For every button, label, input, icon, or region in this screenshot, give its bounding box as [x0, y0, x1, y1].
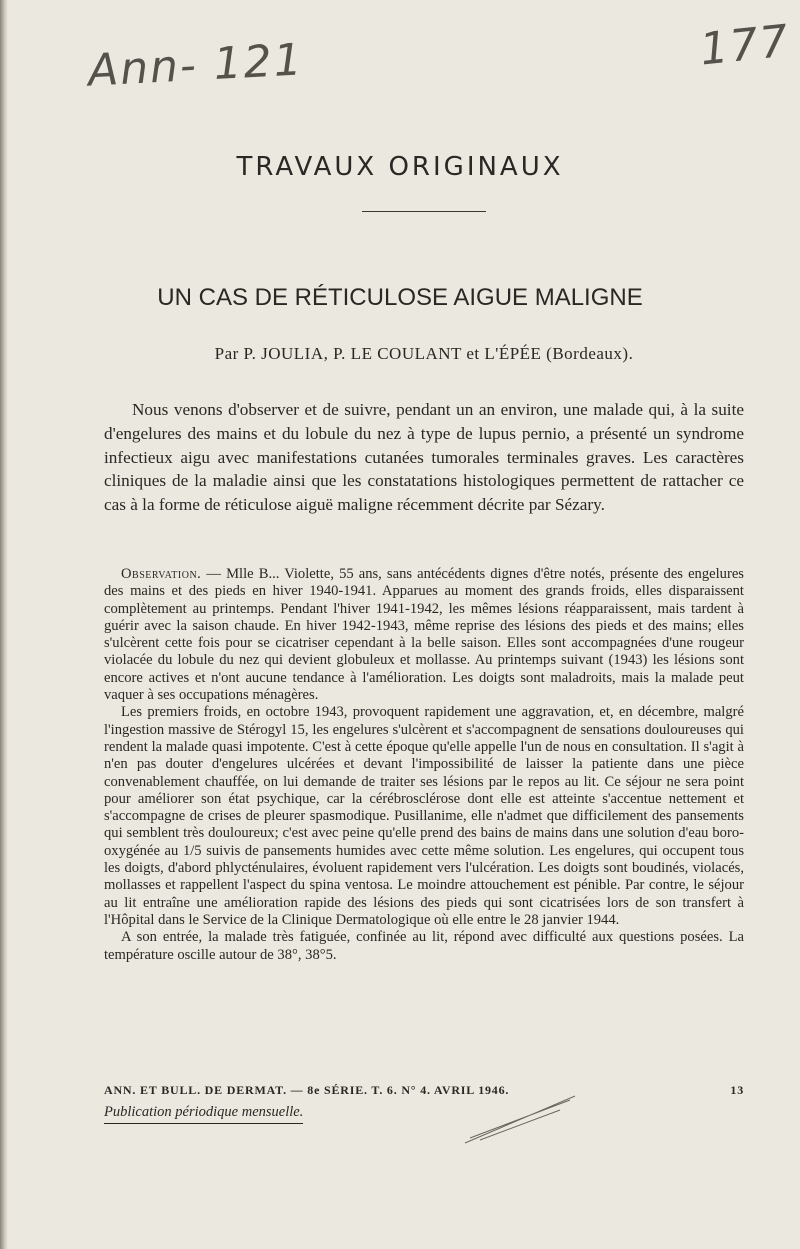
page-number: 13	[730, 1083, 744, 1097]
observation-text-1: — Mlle B... Violette, 55 ans, sans antécédents dignes d'être notés, présente des engelures des mains et des pieds en hiver 1940-1941. Apparues au moment des grands froids, elles disparaissent complètement au printemps. Pendant l'hiver 1941-1942, les mêmes lésions réapparaissent, mais tardent à guérir avec la saison chaude. En hiver 1942-1943, même reprise des lésions des pieds et des mains; elles s'ulcèrent cette fois pour se cicatriser cependant à la belle saison. Elles sont accompagnées d'une rougeur violacée du lobule du nez qui devient globuleux et mollasse. Au printemps suivant (1943) les lésions sont encore actives et n'ont aucune tendance à l'amélioration. Les doigts sont maladroits, mais la malade peut vaquer à ses occupations ménagères.	[104, 566, 744, 704]
journal-reference: ANN. ET BULL. DE DERMAT. — 8e SÉRIE. T. 6. N° 4. AVRIL 1946.	[104, 1083, 510, 1097]
journal-citation	[104, 1083, 744, 1098]
article-abstract: Nous venons d'observer et de suivre, pendant un an environ, une malade qui, à la suite d'engelures des mains et du lobule du nez à type de lupus pernio, a présenté un syndrome infectieux aigu avec manifestations cutanées tumorales terminales graves. Les caractères cliniques de la maladie ainsi que les constatations histologiques permettent de rattacher ce cas à la forme de réticulose aiguë maligne récemment décrite par Sézary.	[104, 400, 744, 515]
handwritten-note-left: Ann- 121	[86, 34, 305, 97]
section-title: TRAVAUX ORIGINAUX	[236, 152, 564, 182]
observation-paragraph-2: Les premiers froids, en octobre 1943, provoquent rapidement une aggravation, et, en décembre, malgré l'ingestion massive de Stérogyl 15, les engelures s'ulcèrent et s'accompagnent de sensations douloureuses qui rendent la malade quasi impotente. C'est à cette époque qu'elle appelle l'un de nous en consultation. Il s'agit à n'en pas douter d'engelures ulcérées et devant l'impossibilité de laisser la patiente dans une pièce convenablement chauffée, on lui demande de traiter ses lésions par le repos au lit. Ce séjour ne sera point pour améliorer son état psychique, car la cérébrosclérose dont elle est atteinte s'accentue nettement et s'accompagne de crises de pleurer spasmodique. Pusillanime, elle n'admet que difficilement des pansements qui semblent très douloureux; c'est avec peine qu'elle prend des bains de mains dans une solution d'eau boro-oxygénée au 1/5 suivis de pansements humides avec cette même solution. Les engelures, qui occupent tous les doigts, d'abord phlycténulaires, évoluent rapidement vers l'ulcération. Les doigts sont boudinés, violacés, mollasses et rappellent l'aspect du spina ventosa. Le moindre attouchement est pénible. Par contre, le séjour au lit entraîne une amélioration rapide des lésions des pieds qui sont cicatrisées lors de son transfert à l'Hôpital dans le Service de la Clinique Dermatologique où elle entre le 28 janvier 1944.	[104, 704, 744, 928]
article-authors: Par P. JOULIA, P. LE COULANT et L'ÉPÉE (Bordeaux).	[214, 344, 634, 363]
handwritten-note-right: 177	[697, 15, 793, 76]
binding-edge	[0, 0, 8, 1249]
observation-section	[104, 566, 744, 964]
pen-scribble-mark	[460, 1088, 580, 1148]
article-title: UN CAS DE RÉTICULOSE AIGUE MALIGNE	[157, 284, 643, 311]
observation-paragraph-3: A son entrée, la malade très fatiguée, confinée au lit, répond avec difficulté aux questions posées. La température oscille autour de 38°, 38°5.	[104, 929, 744, 963]
observation-label: Observation.	[121, 566, 202, 582]
publication-note: Publication périodique mensuelle.	[104, 1104, 303, 1124]
title-divider	[362, 211, 486, 212]
observation-paragraph-1	[104, 566, 744, 704]
